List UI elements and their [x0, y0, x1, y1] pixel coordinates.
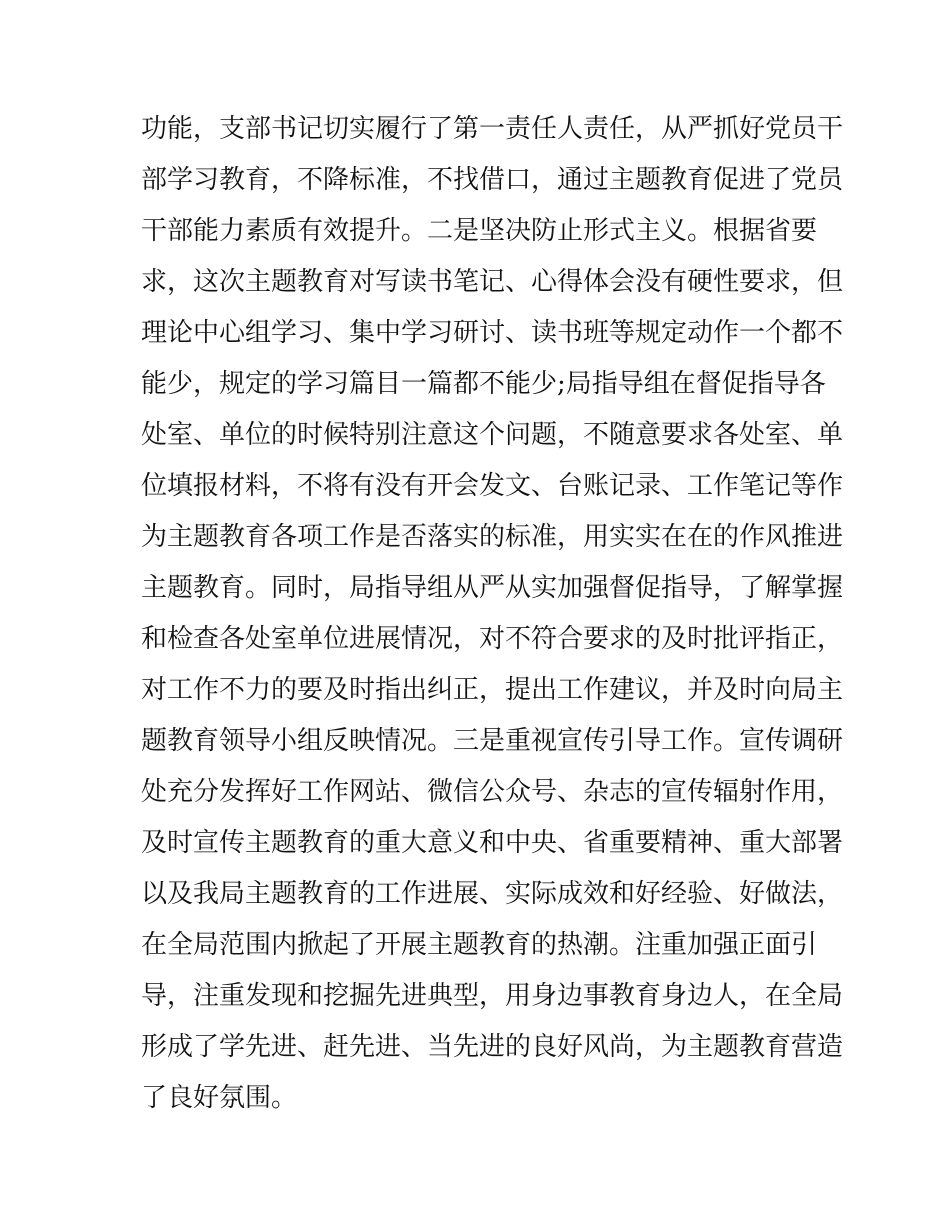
text-line: 部学习教育，不降标准，不找借口，通过主题教育促进了党员 — [141, 165, 844, 195]
text-line: 导，注重发现和挖掘先进典型，用身边事教育身边人，在全局 — [141, 981, 844, 1011]
text-line: 理论中心组学习、集中学习研讨、读书班等规定动作一个都不 — [141, 318, 844, 348]
text-line: 处室、单位的时候特别注意这个问题，不随意要求各处室、单 — [141, 420, 844, 450]
text-line: 为主题教育各项工作是否落实的标准，用实实在在的作风推进 — [141, 522, 844, 552]
text-line: 了良好氛围。 — [141, 1083, 298, 1113]
text-line: 位填报材料，不将有没有开会发文、台账记录、工作笔记等作 — [141, 471, 844, 501]
text-line: 主题教育。同时，局指导组从严从实加强督促指导，了解掌握 — [141, 573, 844, 603]
text-line: 对工作不力的要及时指出纠正，提出工作建议，并及时向局主 — [141, 675, 844, 705]
text-line: 题教育领导小组反映情况。三是重视宣传引导工作。宣传调研 — [141, 726, 844, 756]
text-line: 形成了学先进、赶先进、当先进的良好风尚，为主题教育营造 — [141, 1032, 844, 1062]
text-line: 干部能力素质有效提升。二是坚决防止形式主义。根据省要 — [141, 216, 818, 246]
text-line: 能少，规定的学习篇目一篇都不能少;局指导组在督促指导各 — [141, 369, 826, 399]
text-line: 求，这次主题教育对写读书笔记、心得体会没有硬性要求，但 — [141, 267, 844, 297]
text-line: 功能，支部书记切实履行了第一责任人责任，从严抓好党员干 — [141, 114, 844, 144]
text-line: 及时宣传主题教育的重大意义和中央、省重要精神、重大部署 — [141, 828, 844, 858]
body-paragraph — [141, 104, 844, 1124]
text-line: 在全局范围内掀起了开展主题教育的热潮。注重加强正面引 — [141, 930, 818, 960]
text-line: 以及我局主题教育的工作进展、实际成效和好经验、好做法， — [141, 879, 844, 909]
text-line: 处充分发挥好工作网站、微信公众号、杂志的宣传辐射作用， — [141, 777, 844, 807]
text-line: 和检查各处室单位进展情况，对不符合要求的及时批评指正， — [141, 624, 844, 654]
